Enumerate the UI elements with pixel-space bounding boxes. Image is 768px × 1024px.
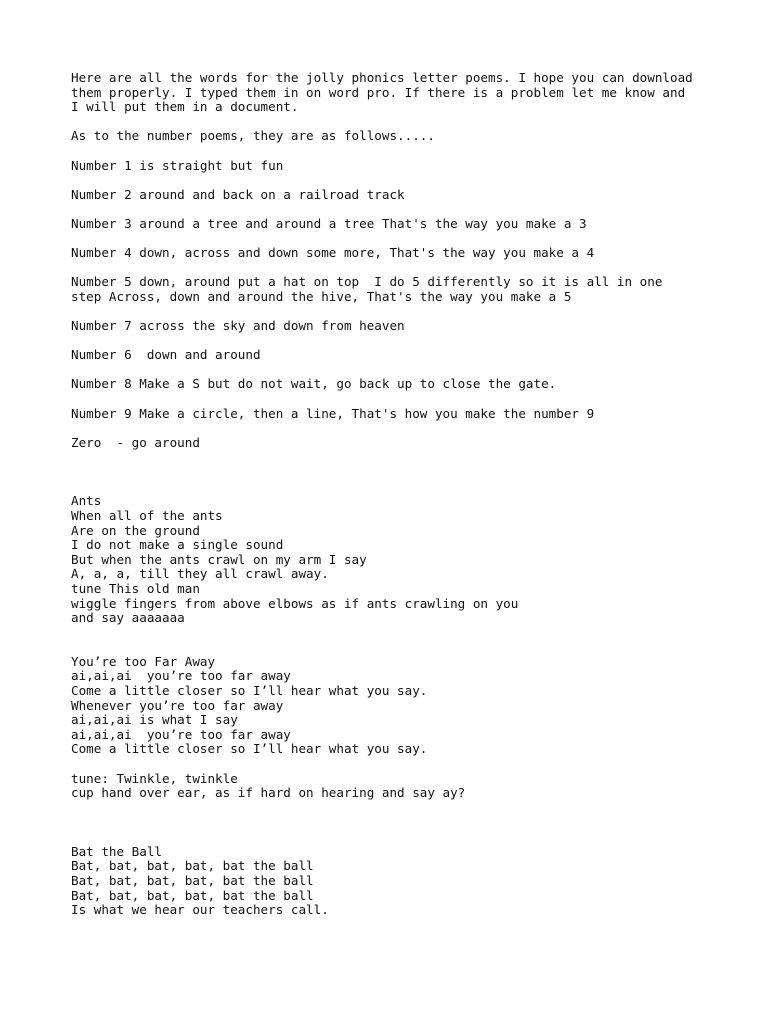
intro-line: Here are all the words for the jolly phonics letter poems. I hope you can download xyxy=(71,70,693,85)
too-far-away-poem xyxy=(71,655,751,801)
poem-title: Ants xyxy=(71,493,102,509)
poem-action: cup hand over ear, as if hard on hearing and say ay? xyxy=(71,785,466,801)
poem-line: Bat, bat, bat, bat, bat the ball xyxy=(71,858,314,874)
number-poem-line: Number 4 down, across and down some more, That's the way you make a 4 xyxy=(71,245,595,261)
number-poem-line: Number 7 across the sky and down from heaven xyxy=(71,318,405,334)
number-poem-9 xyxy=(71,407,751,422)
poem-line: Whenever you’re too far away xyxy=(71,697,284,713)
number-poem-line: Number 3 around a tree and around a tree That's the way you make a 3 xyxy=(71,215,587,231)
number-poem-line: Number 9 Make a circle, then a line, That's how you make the number 9 xyxy=(71,405,595,421)
poem-tune: tune This old man xyxy=(71,581,200,596)
number-poem-2 xyxy=(71,188,751,203)
number-poem-8 xyxy=(71,377,751,392)
number-poem-3 xyxy=(71,217,751,232)
intro-line: them properly. I typed them in on word pro. If there is a problem let me know and xyxy=(71,84,686,100)
poem-line: When all of the ants xyxy=(71,508,223,524)
number-poem-5 xyxy=(71,275,751,304)
number-poem-line: step Across, down and around the hive, That's the way you make a 5 xyxy=(71,288,572,304)
number-poems-intro: As to the number poems, they are as follows..... xyxy=(71,128,435,144)
number-poem-7 xyxy=(71,319,751,334)
number-poem-zero xyxy=(71,436,751,451)
number-poem-line: Number 8 Make a S but do not wait, go back up to close the gate. xyxy=(71,376,557,392)
number-poem-line: Number 6 down and around xyxy=(71,347,261,363)
poem-tune: tune: Twinkle, twinkle xyxy=(71,770,238,786)
intro-line: I will put them in a document. xyxy=(71,99,299,115)
poem-action: wiggle fingers from above elbows as if ants crawling on you xyxy=(71,595,519,611)
poem-title: Bat the Ball xyxy=(71,843,162,859)
intro-paragraph xyxy=(71,71,751,115)
number-poem-1 xyxy=(71,159,751,174)
poem-line: Is what we hear our teachers call. xyxy=(71,902,329,918)
number-poem-6 xyxy=(71,348,751,363)
poem-line: Come a little closer so I’ll hear what you say. xyxy=(71,741,428,757)
poem-line: Bat, bat, bat, bat, bat the ball xyxy=(71,887,314,903)
poem-action: and say aaaaaaa xyxy=(71,610,185,626)
ants-poem xyxy=(71,494,751,625)
poem-line: Come a little closer so I’ll hear what you say. xyxy=(71,682,428,698)
number-poem-line: Zero - go around xyxy=(71,434,200,450)
document-page xyxy=(71,71,751,918)
poem-line: ai,ai,ai is what I say xyxy=(71,712,238,728)
number-poem-line: Number 2 around and back on a railroad track xyxy=(71,186,405,202)
number-poem-line: Number 5 down, around put a hat on top I do 5 differently so it is all in one xyxy=(71,274,663,290)
poem-line: I do not make a single sound xyxy=(71,537,284,553)
poem-line: ai,ai,ai you’re too far away xyxy=(71,668,291,684)
poem-line: But when the ants crawl on my arm I say xyxy=(71,551,367,567)
poem-line: A, a, a, till they all crawl away. xyxy=(71,566,329,582)
poem-line: Are on the ground xyxy=(71,522,200,538)
number-poem-4 xyxy=(71,246,751,261)
poem-line: Bat, bat, bat, bat, bat the ball xyxy=(71,872,314,888)
bat-the-ball-poem xyxy=(71,845,751,918)
poem-title: You’re too Far Away xyxy=(71,653,216,669)
poem-line: ai,ai,ai you’re too far away xyxy=(71,726,291,742)
number-poem-line: Number 1 is straight but fun xyxy=(71,157,284,173)
